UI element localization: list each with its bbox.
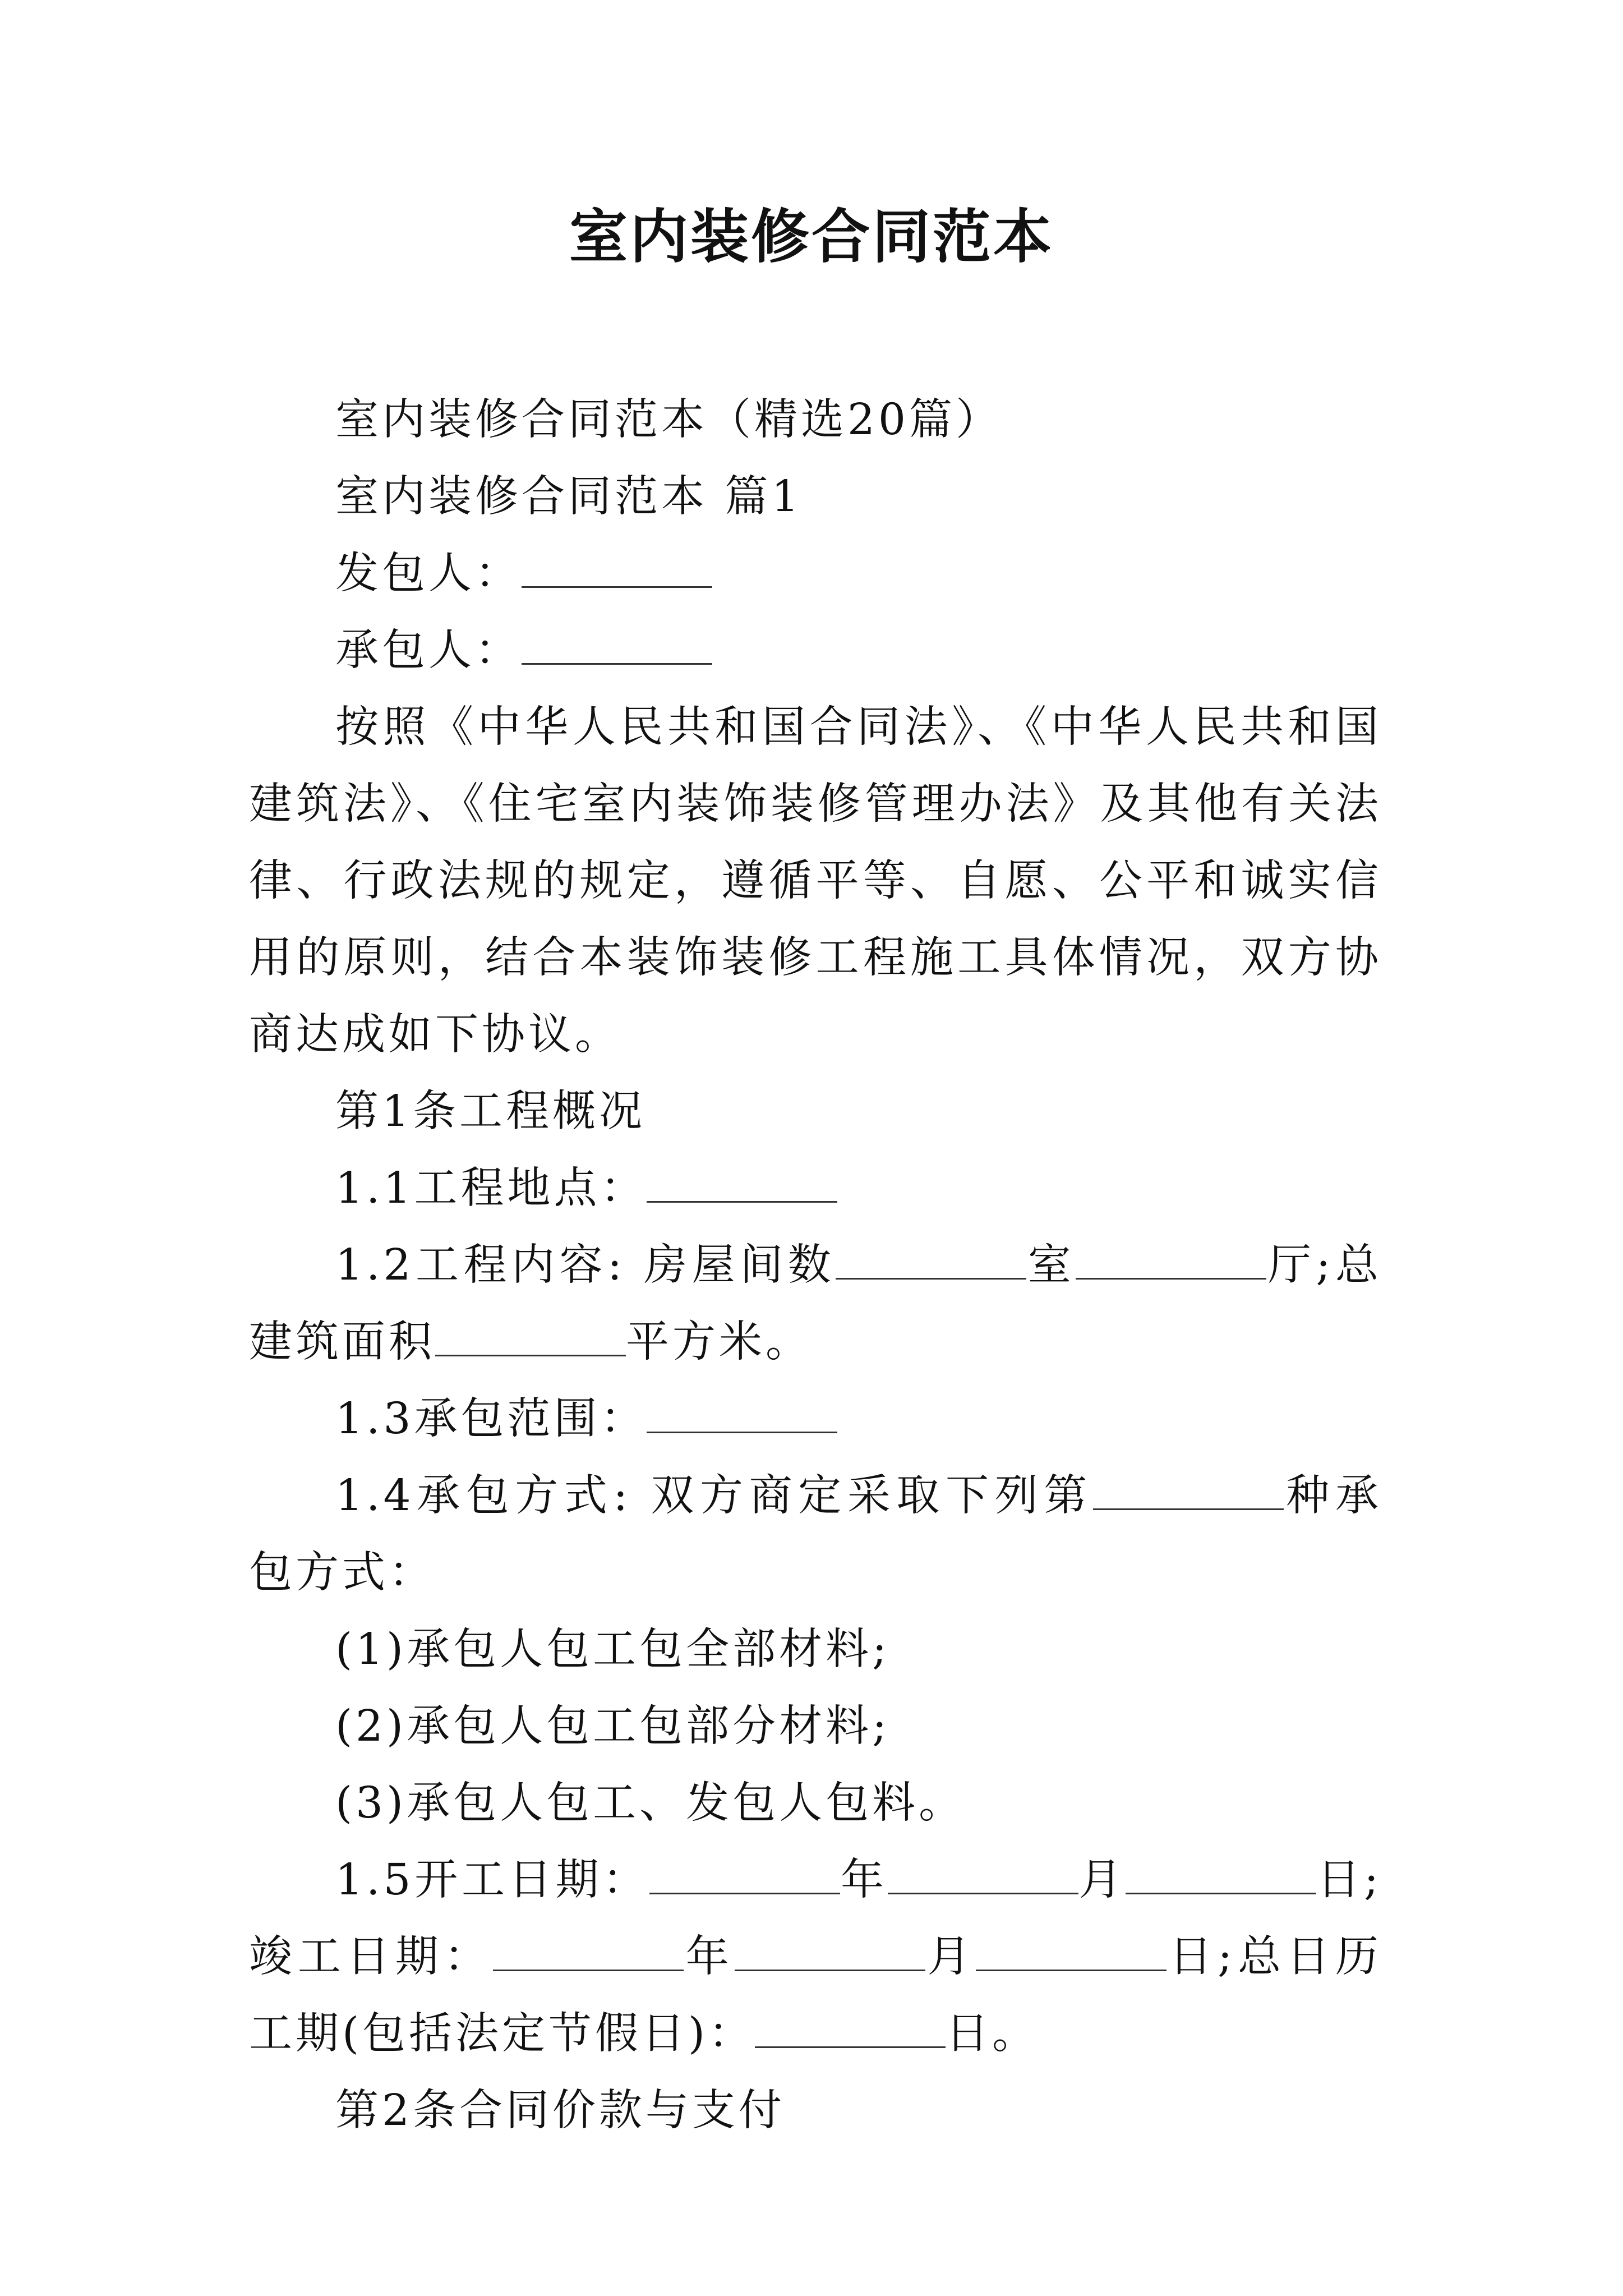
end-month-blank	[735, 1936, 925, 1971]
end-day-blank	[976, 1936, 1166, 1971]
rooms-blank	[836, 1244, 1026, 1280]
clause-1-5: 1.5开工日期： 年 月 日;竣工日期： 年 月 日;总日历工期(包括法定节假日)： 日。	[249, 1855, 1382, 2059]
option-3: (3)承包人包工、发包人包料。	[335, 1778, 966, 1828]
document-title: 室内装修合同范本	[569, 202, 1054, 271]
location-blank	[647, 1167, 837, 1203]
article-heading: 室内装修合同范本 篇1	[335, 472, 803, 522]
document-body	[249, 381, 1382, 2149]
option-1: (1)承包人包工包全部材料;	[335, 1625, 891, 1674]
duration-blank	[755, 2013, 946, 2048]
employer-blank	[522, 553, 712, 588]
method-blank	[1093, 1475, 1284, 1510]
start-day-blank	[1126, 1859, 1316, 1894]
start-month-blank	[888, 1859, 1078, 1894]
clause-1-3: 1.3承包范围：	[249, 1381, 1382, 1457]
employer-line: 发包人：	[249, 535, 1382, 612]
option-2: (2)承包人包工包部分材料;	[335, 1701, 891, 1751]
clause-1-4: 1.4承包方式: 双方商定采取下列第 种承包方式：	[249, 1471, 1382, 1598]
clause-1-2: 1.2工程内容: 房屋间数 室 厅;总建筑面积 平方米。	[249, 1240, 1382, 1367]
contractor-line: 承包人：	[249, 612, 1382, 689]
clause-1-1: 1.1工程地点：	[249, 1150, 1382, 1227]
area-blank	[435, 1321, 626, 1356]
collection-heading: 室内装修合同范本（精选20篇）	[335, 395, 1002, 445]
start-year-blank	[649, 1859, 840, 1894]
clause-2-heading: 第2条合同价款与支付	[335, 2086, 785, 2136]
contractor-blank	[522, 629, 712, 665]
scope-blank	[647, 1398, 837, 1433]
preamble-paragraph: 按照《中华人民共和国合同法》、《中华人民共和国建筑法》、《住宅室内装饰装修管理办法》及其他有关法律、行政法规的规定，遵循平等、自愿、公平和诚实信用的原则，结合本装饰装修工程施工具体情况，双方协商达成如下协议。	[249, 702, 1382, 1060]
halls-blank	[1076, 1244, 1266, 1280]
clause-1-heading: 第1条工程概况	[335, 1087, 645, 1137]
end-year-blank	[493, 1936, 684, 1971]
